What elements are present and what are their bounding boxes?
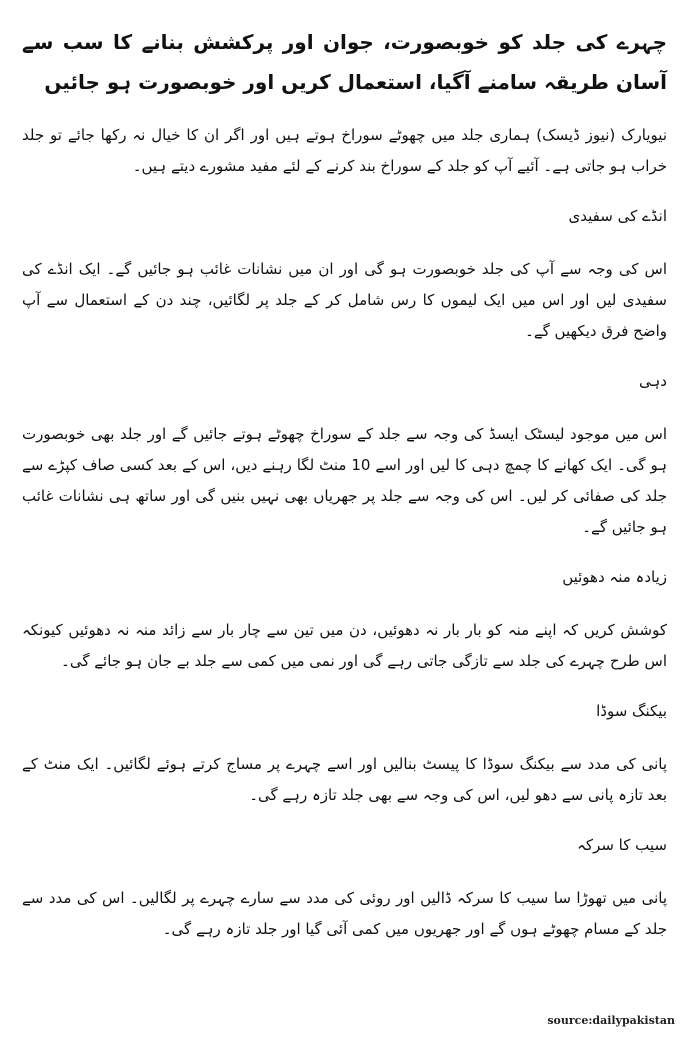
section-body-baking-soda: پانی کی مدد سے بیکنگ سوڈا کا پیسٹ بنالیں اور اسے چہرے پر مساج کرتے ہوئے لگائیں۔ ایک منٹ کے بعد تازہ پانی سے دھو لیں، اس کی وجہ سے بھی جلد تازہ رہے گی۔ [22,755,667,804]
section-body-egg-white: اس کی وجہ سے آپ کی جلد خوبصورت ہو گی اور ان میں نشانات غائب ہو جائیں گے۔ ایک انڈے کی سفیدی لیں اور اس میں ایک لیموں کا رس شامل کر کے جلد پر لگائیں، چند دن کے استعمال سے آپ واضح فرق دیکھیں گے۔ [22,260,667,340]
section-heading-wash-face: زیادہ منہ دھوئیں [562,568,667,586]
section-heading-egg-white: انڈے کی سفیدی [568,207,667,225]
article-intro: نیویارک (نیوز ڈیسک) ہماری جلد میں چھوٹے سوراخ ہوتے ہیں اور اگر ان کا خیال نہ رکھا جائے تو جلد خراب ہو جاتی ہے۔ آئیے آپ کو جلد کے سوراخ بند کرنے کے لئے مفید مشورے دیتے ہیں۔ [22,126,667,175]
source-credit: source:dailypakistan [547,1014,675,1027]
section-heading-yogurt: دہی [639,372,667,390]
section-body-wash-face: کوشش کریں کہ اپنے منہ کو بار بار نہ دھوئیں، دن میں تین سے چار بار سے زائد منہ نہ دھوئیں کیونکہ اس طرح چہرے کی جلد سے تازگی جاتی رہے گی اور نمی میں کمی سے جلد بے جان ہو جائے گی۔ [22,621,667,670]
section-heading-baking-soda: بیکنگ سوڈا [596,702,667,720]
section-body-apple-vinegar: پانی میں تھوڑا سا سیب کا سرکہ ڈالیں اور روئی کی مدد سے سارے چہرے پر لگالیں۔ اس کی مدد سے جلد کے مسام چھوٹے ہوں گے اور جھریوں میں کمی آئی گیا اور جلد تازہ رہے گی۔ [22,889,667,938]
article-title: چہرے کی جلد کو خوبصورت، جوان اور پرکشش بنانے کا سب سے آسان طریقہ سامنے آگیا، استعمال کریں اور خوبصورت ہو جائیں [22,30,667,94]
section-heading-apple-vinegar: سیب کا سرکہ [577,836,667,854]
section-body-yogurt: اس میں موجود لیسٹک ایسڈ کی وجہ سے جلد کے سوراخ چھوٹے ہوتے جائیں گے اور جلد بھی خوبصورت ہو گی۔ ایک کھانے کا چمچ دہی کا لیں اور اسے 10 منٹ لگا رہنے دیں، اس کے بعد کسی صاف کپڑے سے جلد کی صفائی کر لیں۔ اس کی وجہ سے جلد پر جھریاں بھی نہیں بنیں گی اور ساتھ ہی نشانات غائب ہو جائیں گے۔ [22,425,667,536]
